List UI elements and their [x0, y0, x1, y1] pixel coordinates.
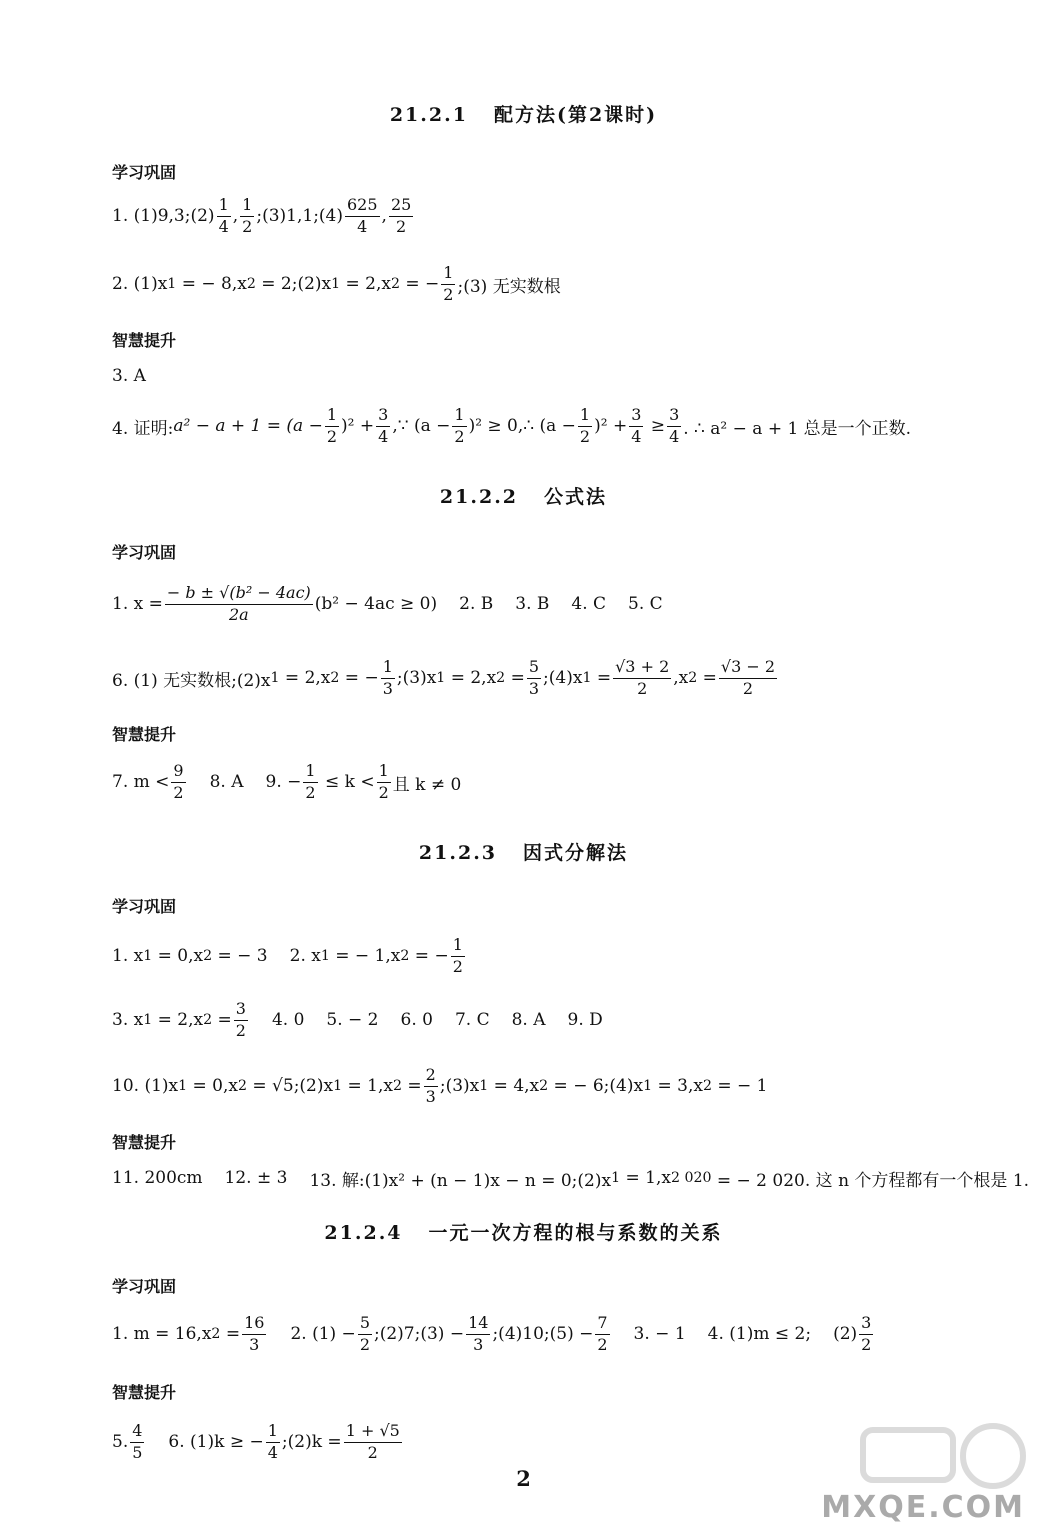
- subscript: 2: [688, 670, 698, 686]
- subscript: 1: [643, 1078, 653, 1094]
- fraction: [165, 584, 313, 624]
- fraction: [578, 406, 592, 446]
- math-text: 1: [217, 196, 231, 216]
- math-text: 12. ± 3: [224, 1168, 288, 1188]
- math-text: =: [220, 1324, 241, 1344]
- math-text: =: [505, 668, 525, 688]
- section-title: [0, 482, 1047, 509]
- watermark-text: MXQE.COM: [821, 1490, 1025, 1525]
- section-name: 配方法(第2课时): [493, 104, 658, 126]
- math-text: 3. − 1: [633, 1324, 686, 1344]
- math-text: = −: [339, 668, 379, 688]
- math-text: 3: [473, 1334, 484, 1354]
- subscript: 1: [143, 1012, 153, 1028]
- math-text: 且 k ≠ 0: [392, 774, 462, 795]
- section-number: 21.2.3: [418, 842, 498, 864]
- math-text: = 1,x: [342, 1076, 393, 1096]
- math-text: 1: [441, 264, 455, 284]
- section-number: 21.2.1: [389, 104, 468, 126]
- math-text: )² +: [341, 416, 375, 436]
- fraction: [217, 196, 231, 236]
- subscript: 1: [320, 948, 330, 964]
- section-number: 21.2.2: [439, 486, 519, 508]
- subscript: 2 020: [670, 1170, 712, 1186]
- math-text: 5.: [112, 1432, 129, 1452]
- fraction: [377, 762, 391, 802]
- subscript: 1: [143, 948, 153, 964]
- fraction: [325, 406, 339, 446]
- section-name: 公式法: [544, 486, 608, 508]
- math-text: 2: [597, 1334, 608, 1354]
- answer-line: [112, 186, 415, 246]
- math-text: √3 + 2: [613, 658, 671, 678]
- fraction: [859, 1314, 873, 1354]
- math-text: 2. B: [459, 594, 494, 614]
- fraction: [171, 762, 185, 802]
- math-text: 5. − 2: [326, 1010, 379, 1030]
- subscript: 1: [178, 1078, 188, 1094]
- math-text: = 0,x: [187, 1076, 238, 1096]
- math-text: 2. (1) −: [290, 1324, 356, 1344]
- section-name: 因式分解法: [523, 842, 629, 864]
- math-text: = −: [400, 274, 440, 294]
- math-text: = 0,x: [152, 946, 204, 966]
- math-text: . ∴ a² − a + 1 总是一个正数.: [683, 418, 912, 439]
- math-text: 9: [171, 762, 185, 782]
- answer-line: [112, 1056, 767, 1116]
- math-text: 3: [376, 406, 390, 426]
- math-text: = − 3: [212, 946, 268, 966]
- math-text: 1: [303, 762, 317, 782]
- subscript: 2: [203, 948, 213, 964]
- fraction: [667, 406, 681, 446]
- math-text: 4. C: [571, 594, 607, 614]
- math-text: 7: [595, 1314, 609, 1334]
- math-text: 3: [629, 406, 643, 426]
- subscript: 1: [582, 670, 592, 686]
- heading-improve: 智慧提升: [112, 1383, 177, 1402]
- answer-line: [112, 254, 561, 314]
- math-text: 2. (1)x: [112, 274, 168, 294]
- math-text: = − 2 020. 这 n 个方程都有一个根是 1.: [711, 1170, 1030, 1191]
- math-text: =: [697, 668, 717, 688]
- math-text: 16: [242, 1314, 266, 1334]
- math-text: ;(4)10;(5) −: [492, 1324, 594, 1344]
- fraction: [452, 406, 466, 446]
- math-text: 2: [173, 782, 184, 802]
- math-text: ;(2)k =: [281, 1432, 342, 1452]
- subscript: 1: [331, 276, 341, 292]
- fraction: [240, 196, 254, 236]
- subscript: 1: [611, 1170, 621, 1186]
- math-text: ≤ k <: [319, 772, 375, 792]
- fraction: [613, 658, 671, 698]
- math-text: = − 8,x: [176, 274, 247, 294]
- math-text: 13. 解:(1)x² + (n − 1)x − n = 0;(2)x: [309, 1170, 612, 1191]
- math-text: 2: [443, 284, 454, 304]
- math-text: ,: [232, 206, 239, 226]
- fraction: [441, 264, 455, 304]
- math-text: 2: [579, 426, 591, 446]
- math-text: 4. 证明:: [112, 418, 174, 439]
- math-text: ,x: [673, 668, 689, 688]
- math-text: 1: [578, 406, 592, 426]
- subscript: 2: [539, 1078, 549, 1094]
- math-text: 2: [424, 1066, 438, 1086]
- math-text: 25: [389, 196, 413, 216]
- math-text: 3: [249, 1334, 260, 1354]
- subscript: 1: [479, 1078, 489, 1094]
- math-text: 5: [132, 1442, 143, 1462]
- fraction: [303, 762, 317, 802]
- fraction: [424, 1066, 438, 1106]
- math-text: = − 1: [711, 1076, 768, 1096]
- math-text: 625: [345, 196, 380, 216]
- fraction: [389, 196, 413, 236]
- math-text: 14: [466, 1314, 490, 1334]
- heading-consolidate: 学习巩固: [112, 163, 177, 182]
- heading-improve: 智慧提升: [112, 725, 177, 744]
- math-text: ,∵ (a −: [392, 416, 451, 436]
- math-text: 9. −: [265, 772, 302, 792]
- subscript: 1: [167, 276, 177, 292]
- fraction: [266, 1422, 280, 1462]
- math-text: 2: [637, 678, 648, 698]
- fraction: [358, 1314, 372, 1354]
- math-text: 1: [266, 1422, 280, 1442]
- fraction: [130, 1422, 144, 1462]
- math-text: ;(3)1,1;(4): [256, 206, 343, 226]
- answer-line: [112, 1304, 875, 1364]
- math-text: 4: [130, 1422, 144, 1442]
- math-text: 8. A: [209, 772, 244, 792]
- fraction: [595, 1314, 609, 1354]
- math-text: 9. D: [567, 1010, 603, 1030]
- math-text: ;(2)7;(3) −: [374, 1324, 465, 1344]
- answer-line: [112, 396, 911, 456]
- math-text: = 2,x: [152, 1010, 204, 1030]
- math-text: 2a: [228, 604, 249, 624]
- math-text: = −: [409, 946, 449, 966]
- math-text: ,: [381, 206, 387, 226]
- subscript: 2: [400, 948, 410, 964]
- math-text: 1 + √5: [344, 1422, 402, 1442]
- math-text: = 2,x: [445, 668, 497, 688]
- math-text: 2: [242, 216, 253, 236]
- math-text: 4: [378, 426, 389, 446]
- math-text: 7. C: [454, 1010, 490, 1030]
- math-text: 2: [326, 426, 338, 446]
- subscript: 1: [270, 670, 280, 686]
- fraction: [376, 406, 390, 446]
- math-text: = − 6;(4)x: [548, 1076, 644, 1096]
- heading-improve: 智慧提升: [112, 331, 177, 350]
- math-text: = 2;(2)x: [255, 274, 332, 294]
- fraction: [527, 658, 541, 698]
- math-text: 2: [452, 956, 463, 976]
- math-text: 5: [358, 1314, 372, 1334]
- math-text: = 2,x: [279, 668, 331, 688]
- math-text: )² +: [594, 416, 628, 436]
- math-text: 1: [377, 762, 391, 782]
- math-text: √3 − 2: [719, 658, 777, 678]
- math-text: (b² − 4ac ≥ 0): [314, 594, 438, 614]
- heading-consolidate: 学习巩固: [112, 897, 177, 916]
- math-text: ;(4)x: [543, 668, 583, 688]
- math-text: ;(3)x: [439, 1076, 480, 1096]
- subscript: 2: [246, 276, 256, 292]
- math-text: 2: [378, 782, 389, 802]
- math-text: 2: [861, 1334, 872, 1354]
- math-text: 1. (1)9,3;(2): [112, 206, 215, 226]
- math-text: =: [212, 1010, 232, 1030]
- subscript: 2: [496, 670, 506, 686]
- math-text: a² − a + 1 = (a −: [173, 416, 323, 436]
- subscript: 2: [203, 1012, 213, 1028]
- math-text: 1: [240, 196, 254, 216]
- math-text: 3. B: [515, 594, 550, 614]
- fraction: [719, 658, 777, 698]
- math-text: 1. x: [112, 946, 144, 966]
- subscript: 2: [330, 670, 340, 686]
- subscript: 2: [702, 1078, 712, 1094]
- math-text: 5. C: [628, 594, 663, 614]
- math-text: 3: [528, 678, 540, 698]
- math-text: 3: [859, 1314, 873, 1334]
- math-text: 5: [527, 658, 541, 678]
- fraction: [234, 1000, 248, 1040]
- fraction: [381, 658, 395, 698]
- math-text: 2. x: [289, 946, 321, 966]
- math-text: ;(3)x: [396, 668, 437, 688]
- answer-line: [112, 752, 461, 812]
- math-text: 2: [305, 782, 316, 802]
- math-text: − b ± √(b² − 4ac): [165, 584, 313, 604]
- fraction: [242, 1314, 266, 1354]
- math-text: 1: [452, 406, 466, 426]
- math-text: 1. m = 16,x: [112, 1324, 212, 1344]
- math-text: 3. x: [112, 1010, 144, 1030]
- math-text: 2: [359, 1334, 370, 1354]
- math-text: 3. A: [112, 366, 146, 386]
- math-text: (2): [833, 1324, 858, 1344]
- math-text: ;(3) 无实数根: [457, 276, 561, 297]
- page-number: 2: [516, 1466, 531, 1491]
- math-text: =: [591, 668, 612, 688]
- fraction: [344, 1422, 402, 1462]
- answer-line: [112, 574, 663, 634]
- math-text: 1. x =: [112, 594, 163, 614]
- math-text: 8. A: [511, 1010, 546, 1030]
- math-text: 3: [667, 406, 681, 426]
- fraction: [345, 196, 380, 236]
- math-text: 2: [742, 678, 754, 698]
- math-text: ≥: [645, 416, 666, 436]
- math-text: 4: [218, 216, 229, 236]
- math-text: 4: [631, 426, 642, 446]
- math-text: 4: [669, 426, 680, 446]
- math-text: = 1,x: [620, 1168, 671, 1188]
- math-text: 6. 0: [400, 1010, 433, 1030]
- answer-line: [112, 990, 603, 1050]
- math-text: 1: [451, 936, 465, 956]
- math-text: 2: [367, 1442, 378, 1462]
- math-text: 7. m <: [112, 772, 170, 792]
- fraction: [629, 406, 643, 446]
- math-text: = 2,x: [340, 274, 391, 294]
- section-title: [0, 838, 1047, 865]
- math-text: 3: [382, 678, 393, 698]
- math-text: 3: [234, 1000, 248, 1020]
- section-name: 一元一次方程的根与系数的关系: [428, 1222, 723, 1244]
- answer-line: [112, 926, 467, 986]
- heading-consolidate: 学习巩固: [112, 543, 177, 562]
- subscript: 2: [390, 276, 400, 292]
- answer-line: [112, 1148, 1029, 1208]
- math-text: = √5;(2)x: [247, 1076, 334, 1096]
- math-text: 1: [381, 658, 395, 678]
- math-text: 1: [325, 406, 339, 426]
- math-text: 4: [357, 216, 368, 236]
- fraction: [451, 936, 465, 976]
- math-text: = 3,x: [652, 1076, 703, 1096]
- math-text: 4: [267, 1442, 278, 1462]
- heading-consolidate: 学习巩固: [112, 1277, 177, 1296]
- math-text: = − 1,x: [329, 946, 401, 966]
- subscript: 1: [436, 670, 446, 686]
- math-text: 2: [396, 216, 407, 236]
- math-text: 3: [425, 1086, 436, 1106]
- math-text: 4. (1)m ≤ 2;: [707, 1324, 812, 1344]
- math-text: 11. 200cm: [112, 1168, 203, 1188]
- subscript: 2: [211, 1326, 221, 1342]
- answer-line: [112, 1412, 404, 1472]
- section-title: [0, 100, 1047, 127]
- math-text: 6. (1)k ≥ −: [168, 1432, 264, 1452]
- section-number: 21.2.4: [324, 1222, 403, 1244]
- subscript: 2: [237, 1078, 247, 1094]
- math-text: 2: [454, 426, 465, 446]
- math-text: 6. (1) 无实数根;(2)x: [112, 670, 271, 691]
- math-text: 10. (1)x: [112, 1076, 179, 1096]
- subscript: 2: [392, 1078, 402, 1094]
- answer-line: [112, 648, 779, 708]
- math-text: = 4,x: [488, 1076, 540, 1096]
- subscript: 1: [333, 1078, 343, 1094]
- math-text: 4. 0: [271, 1010, 305, 1030]
- heading-improve: 智慧提升: [112, 1133, 177, 1152]
- fraction: [466, 1314, 490, 1354]
- math-text: 2: [235, 1020, 246, 1040]
- math-text: )² ≥ 0,∴ (a −: [468, 416, 576, 436]
- section-title: [0, 1218, 1047, 1245]
- math-text: =: [402, 1076, 422, 1096]
